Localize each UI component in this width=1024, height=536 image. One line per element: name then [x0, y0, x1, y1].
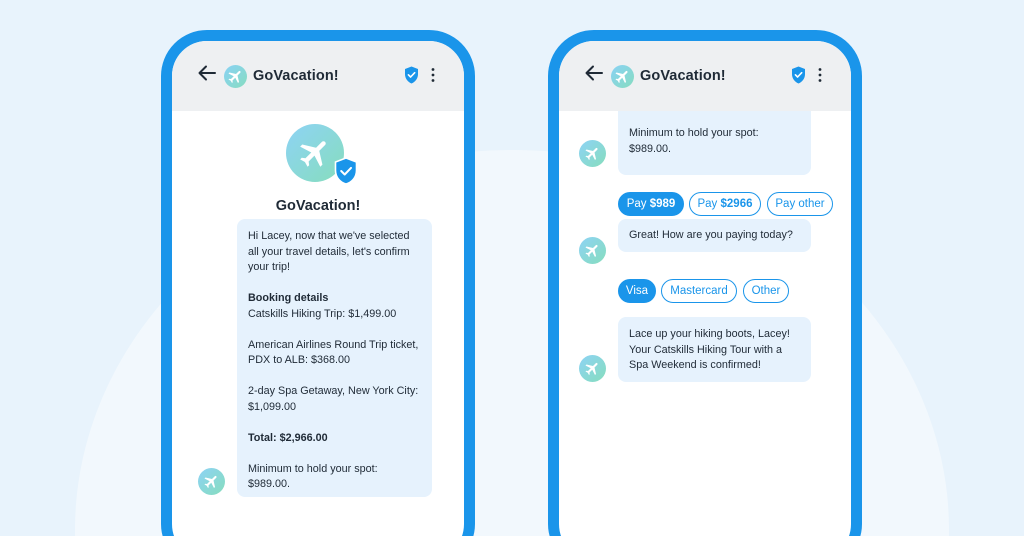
other-card-button[interactable]: Other	[743, 279, 789, 303]
verified-shield-icon[interactable]	[404, 66, 419, 84]
more-options-icon[interactable]	[430, 67, 436, 83]
airplane-icon	[297, 135, 333, 171]
greeting-text: Hi Lacey, now that we've selected all your travel details, let's confirm your trip!	[248, 230, 410, 273]
bot-avatar	[579, 140, 606, 167]
profile-name: GoVacation!	[275, 198, 361, 214]
confirmation-text: Lace up your hiking boots, Lacey! Your Catskills Hiking Tour with a Spa Weekend is confirmed!	[629, 328, 790, 371]
verified-badge-icon	[334, 157, 358, 185]
confirmation-bubble	[618, 317, 811, 382]
airplane-icon	[584, 145, 601, 162]
minimum-hold-text: Minimum to hold your spot: $989.00.	[248, 462, 378, 490]
airplane-icon	[584, 360, 601, 377]
brand-logo-icon	[224, 65, 247, 88]
bot-avatar	[579, 355, 606, 382]
booking-message-bubble	[237, 219, 432, 497]
airplane-icon	[584, 242, 601, 259]
bot-avatar	[579, 237, 606, 264]
payment-question-text: Great! How are you paying today?	[629, 229, 793, 241]
booking-total: Total: $2,966.00	[248, 431, 328, 444]
airplane-icon	[203, 473, 220, 490]
pay-full-button[interactable]: Pay $2966	[689, 192, 761, 216]
back-arrow-icon[interactable]	[198, 65, 216, 81]
app-title: GoVacation!	[640, 68, 726, 84]
phone-left	[161, 30, 475, 536]
pay-minimum-button[interactable]: Pay $989	[618, 192, 684, 216]
phone-right	[548, 30, 862, 536]
mastercard-button[interactable]: Mastercard	[661, 279, 737, 303]
pay-other-button[interactable]: Pay other	[767, 192, 833, 216]
booking-item-spa: 2-day Spa Getaway, New York City: $1,099.00	[248, 385, 419, 413]
booking-details-block	[248, 291, 421, 322]
payment-question-bubble	[618, 219, 811, 252]
booking-details-heading: Booking details	[248, 292, 329, 304]
chat-header	[172, 41, 464, 111]
booking-item-flight: American Airlines Round Trip ticket, PDX to ALB: $368.00	[248, 338, 419, 366]
brand-logo-icon	[611, 65, 634, 88]
bot-avatar	[198, 468, 225, 495]
back-arrow-icon[interactable]	[585, 65, 603, 81]
more-options-icon[interactable]	[817, 67, 823, 83]
verified-shield-icon[interactable]	[791, 66, 806, 84]
visa-button[interactable]: Visa	[618, 279, 656, 303]
minimum-hold-text: Minimum to hold your spot: $989.00.	[629, 127, 759, 155]
app-title: GoVacation!	[253, 68, 339, 84]
booking-item-hiking: Catskills Hiking Trip: $1,499.00	[248, 307, 397, 320]
chat-header	[559, 41, 851, 111]
